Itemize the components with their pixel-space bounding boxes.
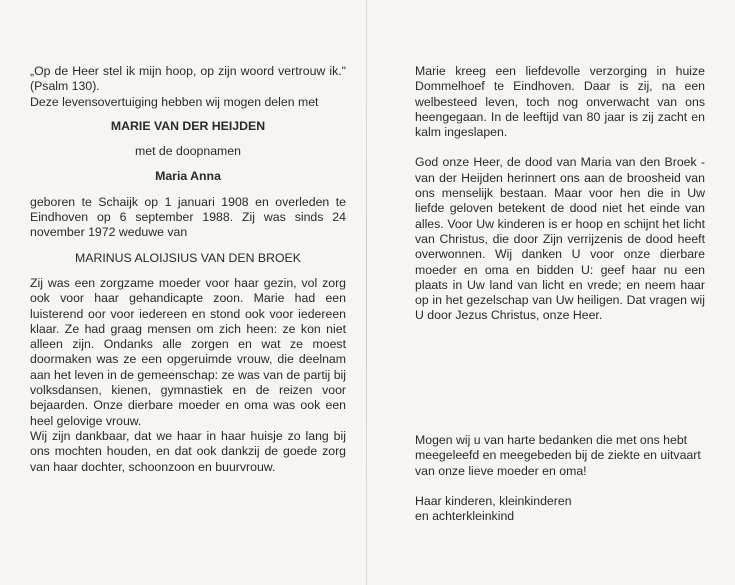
intro-text: Deze levensovertuiging hebben wij mogen delen met	[30, 94, 319, 109]
right-column-bottom	[415, 433, 705, 524]
care-paragraph: Marie kreeg een liefdevolle verzorging in huize Dommelhoef te Eindhoven. Daar is zij, na een welbesteed leven, toch nog onverwacht van ons heengegaan. In de leeftijd van 80 jaar is zij zacht en kalm ingeslapen.	[415, 64, 705, 140]
signature-line-1: Haar kinderen, kleinkinderen	[415, 493, 572, 508]
right-panel	[366, 0, 735, 585]
thanks-paragraph: Mogen wij u van harte bedanken die met ons hebt meegeleefd en meegebeden bij de ziekte en uitvaart van onze lieve moeder en oma!	[415, 433, 701, 478]
baptism-names: Maria Anna	[155, 169, 221, 184]
birth-death-text: geboren te Schaijk op 1 januari 1908 en overleden te Eindhoven op 6 september 1988. Zij was sinds 24 november 1972 weduwe van	[30, 194, 346, 240]
baptism-label: met de doopnamen	[135, 144, 241, 159]
left-column	[30, 64, 346, 475]
deceased-name: MARIE VAN DER HEIJDEN	[110, 118, 266, 133]
prayer-paragraph: God onze Heer, de dood van Maria van den Broek - van der Heijden herinnert ons aan de broosheid van ons menselijk bestaan. Maar voor hen die in Uw liefde geloven betekent de dood niet het einde van alles. Voor Uw kinderen is er hoop en schijnt het licht van Christus, die door Zijn verrijzenis de dood heeft overwonnen. Wij danken U voor onze dierbare moeder en oma en bidden U: geef haar nu een plaats in Uw land van licht en vrede; en neem haar op in het gezelschap van Uw heiligen. Dat vragen wij U door Jezus Christus, onze Heer.	[415, 155, 705, 323]
husband-name: MARINUS ALOIJSIUS VAN DEN BROEK	[75, 250, 301, 265]
signature-line-2: en achterkleinkind	[415, 509, 515, 524]
psalm-quote: „Op de Heer stel ik mijn hoop, op zijn woord vertrouw ik." (Psalm 130).	[30, 64, 346, 94]
gratitude-paragraph: Wij zijn dankbaar, dat we haar in haar huisje zo lang bij ons mochten houden, en dat ook dankzij de goede zorg van haar dochter, schoonzoon en buurvrouw.	[30, 428, 346, 474]
right-column-top	[415, 64, 705, 324]
life-paragraph: Zij was een zorgzame moeder voor haar gezin, vol zorg ook voor haar gehandicapte zoon. Marie had een luisterend oor voor iedereen en stond ook voor iedereen klaar. Ze had graag mensen om zich heen: ze kon niet alleen zijn. Ondanks alle zorgen en wat ze moest doormaken was ze een opgeruimde vrouw, die deelnam aan het leven in de gemeenschap: ze was van de partij bij volksdansen, kienen, gymnastiek en de reizen voor bejaarden. Onze dierbare moeder en oma was ook een heel gelovige vrouw.	[30, 275, 346, 428]
left-panel	[0, 0, 366, 585]
